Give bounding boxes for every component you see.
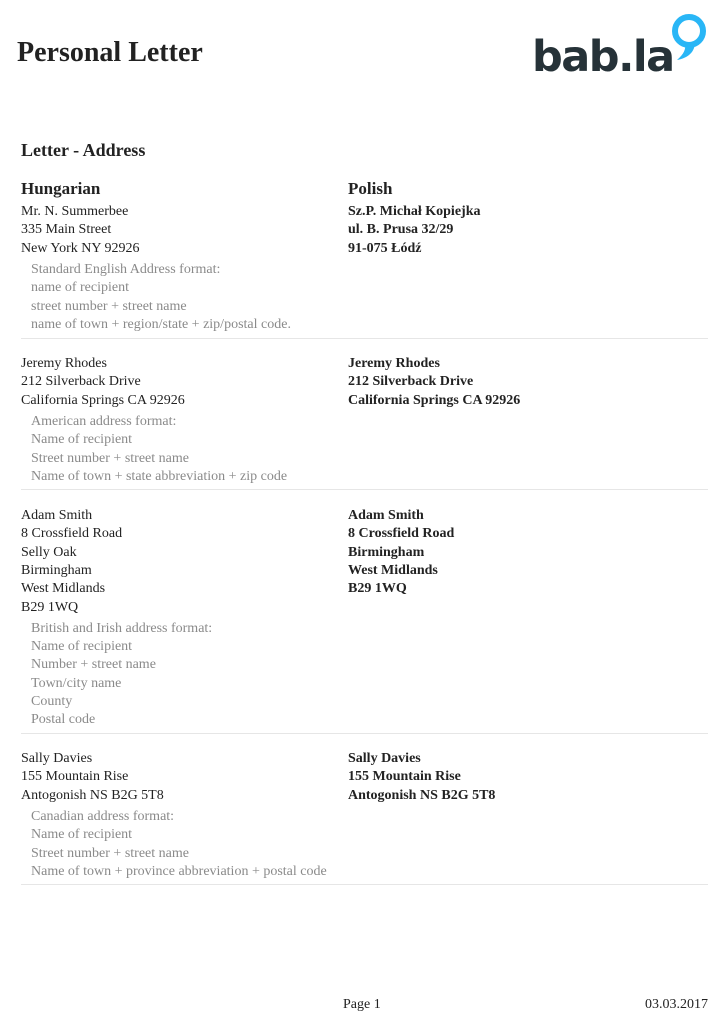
target-address-line: California Springs CA 92926 <box>348 392 521 408</box>
format-note-line: Canadian address format: <box>31 808 175 824</box>
format-note-line: Name of recipient <box>31 432 133 448</box>
target-address-line: 155 Mountain Rise <box>348 769 461 785</box>
section-title: Letter - Address <box>21 140 146 160</box>
format-note-line: Standard English Address format: <box>31 261 221 277</box>
column-header-target-language: Polish <box>348 179 393 198</box>
format-note-line: Number + street name <box>31 657 156 673</box>
format-note-line: County <box>31 694 73 709</box>
format-note-line: Street number + street name <box>31 450 189 466</box>
speech-bubble-icon <box>668 14 710 62</box>
source-address-line: West Midlands <box>21 581 106 597</box>
target-address-line: Jeremy Rhodes <box>348 356 440 371</box>
format-note-line: Name of recipient <box>31 639 133 655</box>
target-address-line: West Midlands <box>348 562 438 578</box>
source-address-line: Mr. N. Summerbee <box>21 204 129 219</box>
source-address-line: Birmingham <box>21 562 92 578</box>
format-note-line: Name of town + state abbreviation + zip code <box>31 468 288 484</box>
address-entry <box>21 203 708 339</box>
format-note-line: Town/city name <box>31 675 122 691</box>
target-address-line: 212 Silverback Drive <box>348 374 474 390</box>
source-address-line: Adam Smith <box>21 508 93 523</box>
format-note-line: Name of recipient <box>31 827 133 843</box>
address-entry <box>21 507 708 734</box>
format-note-line: street number + street name <box>31 298 187 314</box>
format-note-line: name of town + region/state + zip/postal code. <box>31 316 291 332</box>
source-address-line: 155 Mountain Rise <box>21 769 129 785</box>
target-address-line: B29 1WQ <box>348 581 407 597</box>
source-address-line: 8 Crossfield Road <box>21 526 123 542</box>
source-address-line: New York NY 92926 <box>21 240 140 256</box>
target-address-line: Adam Smith <box>348 508 424 523</box>
column-header-source-language: Hungarian <box>21 179 101 198</box>
source-address-line: B29 1WQ <box>21 599 79 615</box>
format-note-line: name of recipient <box>31 280 129 296</box>
babla-logo <box>532 14 714 84</box>
source-address-line: 335 Main Street <box>21 222 112 238</box>
format-note-line: Postal code <box>31 712 96 728</box>
target-address-line: Antogonish NS B2G 5T8 <box>348 787 496 803</box>
document-title: Personal Letter <box>17 37 203 68</box>
source-address-line: California Springs CA 92926 <box>21 392 185 408</box>
target-address-line: ul. B. Prusa 32/29 <box>348 222 454 238</box>
format-note-line: Name of town + province abbreviation + postal code <box>31 863 327 879</box>
format-note-line: Street number + street name <box>31 845 189 861</box>
footer-date: 03.03.2017 <box>645 997 708 1012</box>
target-address-line: 8 Crossfield Road <box>348 526 455 542</box>
target-address-line: Sally Davies <box>348 751 421 766</box>
page-number: Page 1 <box>343 997 381 1012</box>
source-address-line: Antogonish NS B2G 5T8 <box>21 787 164 803</box>
target-address-line: Sz.P. Michał Kopiejka <box>348 204 481 219</box>
logo-wordmark: bab.la <box>532 32 674 82</box>
format-note-line: American address format: <box>31 413 177 429</box>
target-address-line: 91-075 Łódź <box>348 240 422 256</box>
address-entry <box>21 355 708 490</box>
address-entry <box>21 750 708 885</box>
source-address-line: Selly Oak <box>21 544 77 560</box>
source-address-line: Sally Davies <box>21 751 93 766</box>
source-address-line: 212 Silverback Drive <box>21 374 141 390</box>
target-address-line: Birmingham <box>348 544 425 560</box>
format-note-line: British and Irish address format: <box>31 620 213 636</box>
source-address-line: Jeremy Rhodes <box>21 356 107 371</box>
